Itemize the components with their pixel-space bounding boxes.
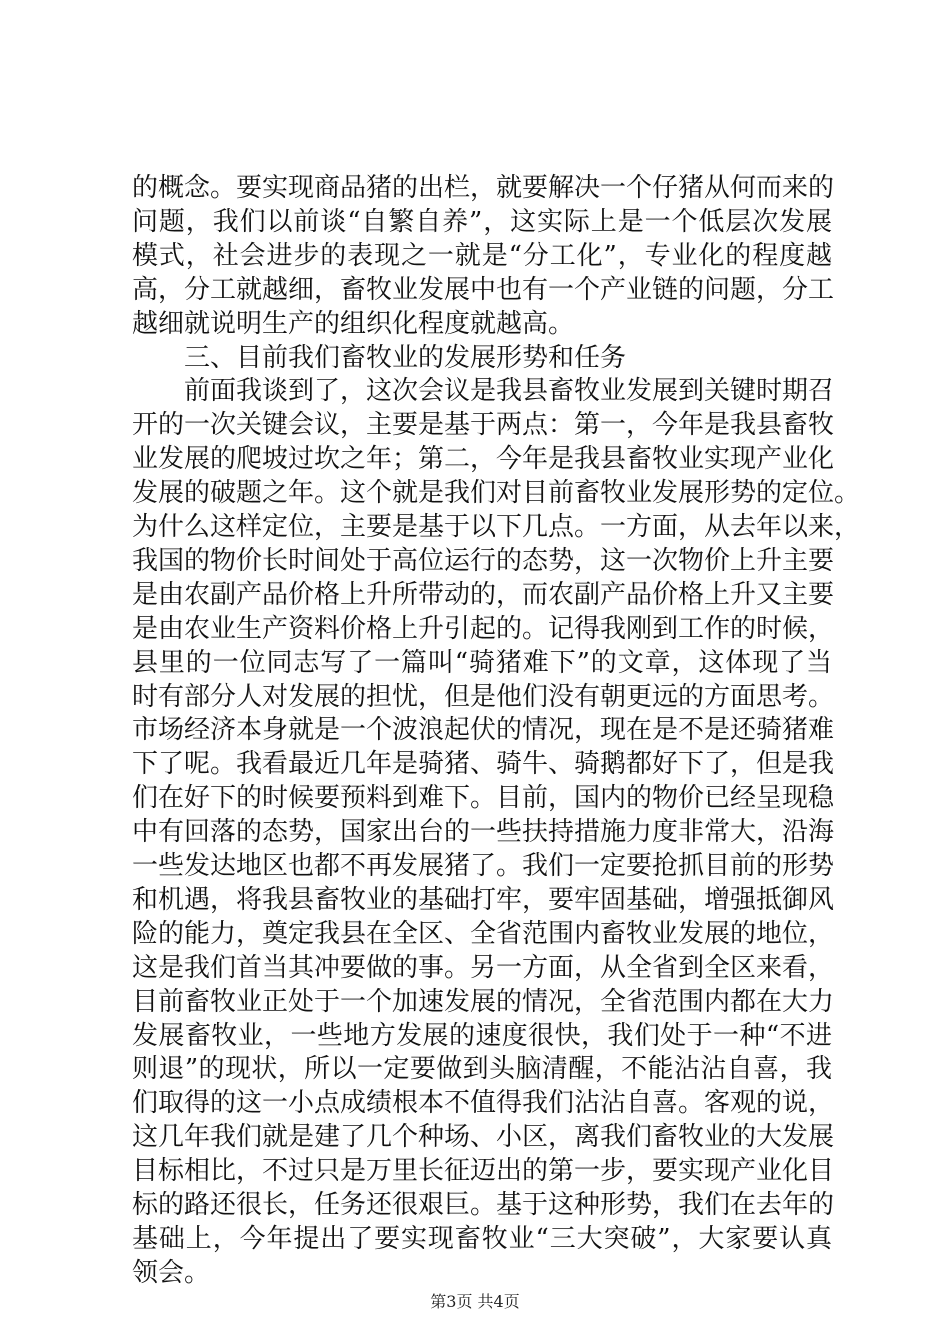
text-line: 险的能力，奠定我县在全区、全省范围内畜牧业发展的地位，	[132, 918, 835, 949]
text-line: 则退”的现状，所以一定要做到头脑清醒，不能沾沾自喜，我	[132, 1054, 832, 1085]
text-line: 下了呢。我看最近几年是骑猪、骑牛、骑鹅都好下了，但是我	[132, 749, 835, 780]
text-line: 的概念。要实现商品猪的出栏，就要解决一个仔猪从何而来的	[132, 173, 835, 203]
text-line: 是由农业生产资料价格上升引起的。记得我刚到工作的时候，	[132, 613, 835, 644]
text-line: 中有回落的态势，国家出台的一些扶持措施力度非常大，沿海	[132, 817, 835, 848]
text-line: 这是我们首当其冲要做的事。另一方面，从全省到全区来看，	[132, 952, 835, 983]
text-line: 们在好下的时候要预料到难下。目前，国内的物价已经呈现稳	[132, 783, 835, 814]
text-line: 高，分工就越细，畜牧业发展中也有一个产业链的问题，分工	[132, 274, 835, 305]
text-line: 基础上，今年提出了要实现畜牧业“三大突破”，大家要认真	[132, 1223, 832, 1254]
text-line: 发展的破题之年。这个就是我们对目前畜牧业发展形势的定位。	[132, 478, 861, 509]
text-line: 时有部分人对发展的担忧，但是他们没有朝更远的方面思考。	[132, 681, 835, 712]
text-line: 市场经济本身就是一个波浪起伏的情况，现在是不是还骑猪难	[132, 715, 835, 746]
text-line: 们取得的这一小点成绩根本不值得我们沾沾自喜。客观的说，	[132, 1088, 835, 1119]
text-line: 和机遇，将我县畜牧业的基础打牢，要牢固基础，增强抵御风	[132, 884, 835, 915]
text-line: 一些发达地区也都不再发展猪了。我们一定要抢抓目前的形势	[132, 851, 835, 881]
text-line: 县里的一位同志写了一篇叫“骑猪难下”的文章，这体现了当	[132, 647, 832, 678]
text-line: 开的一次关键会议，主要是基于两点：第一，今年是我县畜牧	[132, 410, 835, 441]
section-heading: 三、目前我们畜牧业的发展形势和任务	[184, 342, 627, 373]
text-line: 问题，我们以前谈“自繁自养”，这实际上是一个低层次发展	[132, 206, 832, 237]
text-line: 发展畜牧业，一些地方发展的速度很快，我们处于一种“不进	[132, 1020, 832, 1051]
text-line: 标的路还很长，任务还很艰巨。基于这种形势，我们在去年的	[132, 1190, 835, 1220]
text-line: 这几年我们就是建了几个种场、小区，离我们畜牧业的大发展	[132, 1122, 835, 1153]
text-line: 目标相比，不过只是万里长征迈出的第一步，要实现产业化目	[132, 1156, 835, 1187]
page-number-footer: 第3页 共4页	[430, 1292, 520, 1311]
text-line: 目前畜牧业正处于一个加速发展的情况，全省范围内都在大力	[132, 986, 835, 1017]
paragraph-first-line: 前面我谈到了，这次会议是我县畜牧业发展到关键时期召	[184, 376, 835, 407]
text-line: 模式，社会进步的表现之一就是“分工化”，专业化的程度越	[132, 240, 832, 271]
text-line: 领会。	[132, 1257, 211, 1288]
text-line: 为什么这样定位，主要是基于以下几点。一方面，从去年以来，	[132, 512, 861, 542]
text-line: 是由农副产品价格上升所带动的，而农副产品价格上升又主要	[132, 579, 835, 610]
text-line: 业发展的爬坡过坎之年；第二，今年是我县畜牧业实现产业化	[132, 444, 835, 475]
text-line: 我国的物价长时间处于高位运行的态势，这一次物价上升主要	[132, 545, 835, 576]
text-line: 越细就说明生产的组织化程度就越高。	[132, 308, 575, 339]
